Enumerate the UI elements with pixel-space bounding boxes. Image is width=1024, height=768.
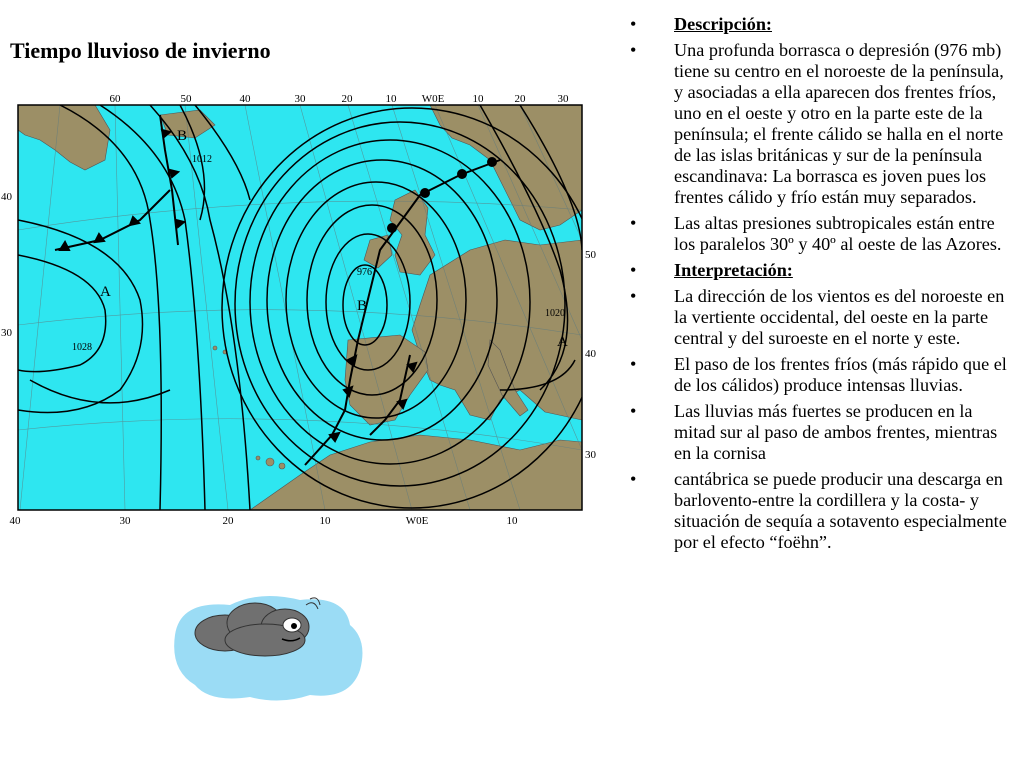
list-item-text: El paso de los frentes fríos (más rápido que el de los cálidos) produce intensas lluvias.: [674, 354, 1007, 395]
bullet-marker: •: [630, 401, 637, 421]
lon-top-label: W0E: [421, 93, 445, 105]
bullet-marker: •: [630, 286, 637, 306]
list-item: [622, 401, 1016, 464]
list-item: [622, 469, 1016, 553]
bullet-marker: •: [630, 354, 637, 374]
lon-top-label: 60: [109, 93, 121, 105]
lat-right-label: 40: [585, 348, 596, 360]
isobar-value: 1028: [72, 342, 92, 353]
section-heading: Descripción:: [674, 14, 772, 34]
list-item-text: Una profunda borrasca o depresión (976 mb) tiene su centro en el noroeste de la península, y asociadas a ella aparecen dos frentes fríos, uno en el oeste y otro en la parte este de la península; el frente cálido se halla en el norte de las islas británicas y sur de la península escandinava: La borrasca es joven pues los frentes cálido y frío están muy separados.: [674, 40, 1004, 207]
list-item-text: La dirección de los vientos es del noroeste en la vertiente occidental, del oeste en la parte central y del suroeste en el norte y este.: [674, 286, 1005, 348]
list-item: [622, 213, 1016, 255]
lon-top-label: 10: [385, 93, 397, 105]
lon-top-label: 30: [557, 93, 569, 105]
lat-right-label: 50: [585, 249, 596, 261]
longitude-labels-top: [110, 93, 570, 105]
lat-right-label: 30: [585, 449, 596, 461]
low-pressure-label: B: [177, 128, 188, 144]
isobar-value: 1012: [192, 154, 212, 165]
lon-bottom-label: W0E: [405, 515, 429, 527]
list-item-text: cantábrica se puede producir una descarga en barlovento-entre la cordillera y la costa- y situación de sequía a sotavento especialmente por el efecto “foëhn”.: [674, 469, 1007, 552]
list-item: [622, 286, 1016, 349]
lon-top-label: 40: [239, 93, 251, 105]
lon-top-label: 30: [294, 93, 306, 105]
bullet-marker: •: [630, 213, 637, 233]
isobar-value: 976: [357, 267, 372, 278]
lat-left-label: 30: [1, 327, 12, 339]
list-item: [622, 40, 1016, 208]
list-item-text: Las lluvias más fuertes se producen en la mitad sur al paso de ambos frentes, mientras en la cornisa: [674, 401, 998, 463]
bullet-marker: •: [630, 469, 637, 489]
lon-top-label: 10: [472, 93, 484, 105]
high-pressure-label: A: [100, 284, 111, 300]
lon-bottom-label: 10: [319, 515, 331, 527]
list-item-text: Las altas presiones subtropicales están entre los paralelos 30º y 40º al oeste de las Azores.: [674, 213, 1002, 254]
lon-top-label: 50: [180, 93, 192, 105]
list-item: [622, 260, 1016, 281]
section-heading: Interpretación:: [674, 260, 793, 280]
lon-bottom-label: 10: [506, 515, 518, 527]
lon-top-label: 20: [514, 93, 526, 105]
high-pressure-label: A: [557, 334, 568, 350]
isobar-value: 1020: [545, 308, 565, 319]
lon-bottom-label: 40: [9, 515, 21, 527]
list-item: [622, 354, 1016, 396]
low-pressure-label: B: [357, 298, 368, 314]
bullet-marker: •: [630, 14, 637, 34]
storm-cloud-icon: [170, 585, 370, 705]
list-item: [622, 14, 1016, 35]
page-title: Tiempo lluvioso de invierno: [10, 38, 271, 63]
weather-map: [0, 90, 600, 530]
bullet-marker: •: [630, 260, 637, 280]
longitude-labels-bottom: [10, 515, 519, 527]
description-list: [622, 14, 1016, 558]
lon-top-label: 20: [341, 93, 353, 105]
lon-bottom-label: 20: [222, 515, 234, 527]
lat-left-label: 40: [1, 191, 12, 203]
bullet-marker: •: [630, 40, 637, 60]
lon-bottom-label: 30: [119, 515, 131, 527]
